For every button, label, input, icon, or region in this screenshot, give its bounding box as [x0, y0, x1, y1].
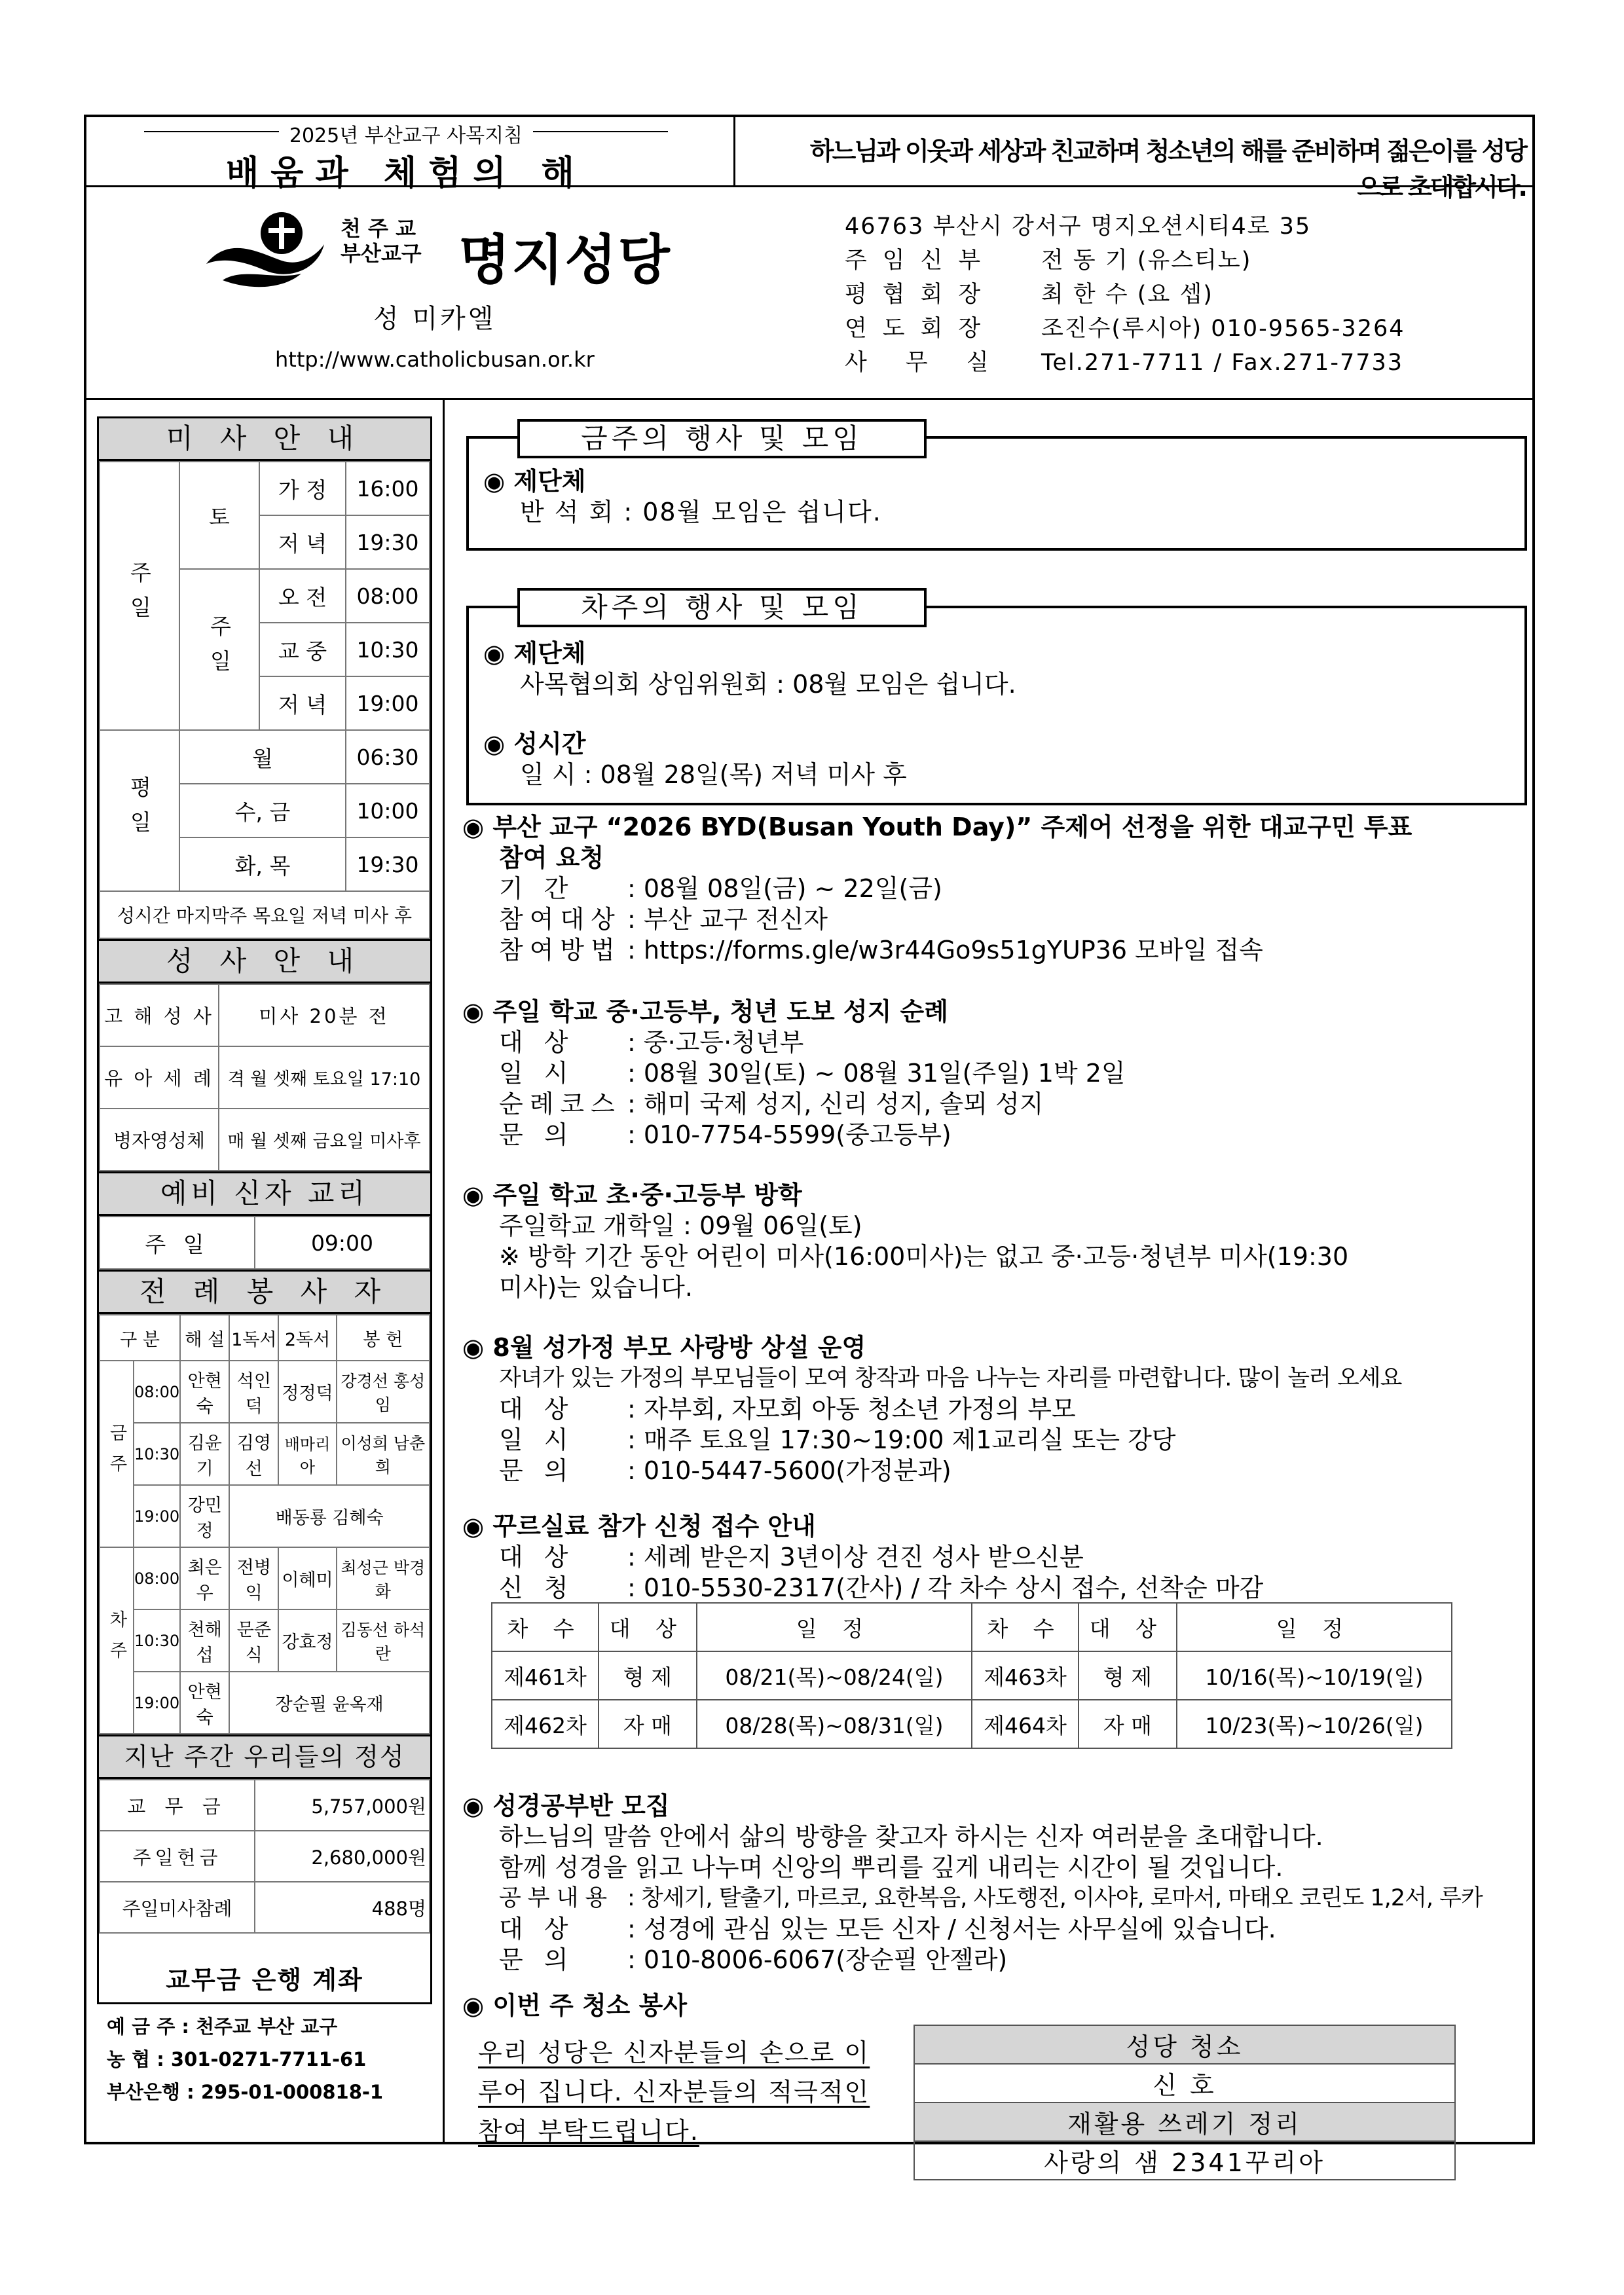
council-president: 평협회장 최 한 수 (요 셉)	[845, 282, 1213, 308]
servers-title: 전 례 봉 사 자	[99, 1270, 430, 1314]
address: 46763 부산시 강서구 명지오션시티4로 35	[845, 213, 1312, 240]
mass-table: 주일 토 가 정 16:00 저 녁 19:30 주일 오 전 08:00 교 중 10:30 저 녁 19:00 평일 월 06:30 수, 금 10:00 화, 목 19:30 성시간 마지막주 목요일 저녁 미사 후	[99, 461, 430, 939]
slogan: 하느님과 이웃과 세상과 친교하며 청소년의 해를 준비하며 젊은이를 성당으로 초대합시다.	[809, 137, 1526, 202]
notice-byd: ◉ 부산 교구 “2026 BYD(Busan Youth Day)” 주제어 선정을 위한 대교구민 투표 참여 요청 기 간 : 08월 08일(금) ~ 22일(금) 참여대상 : 부산 교구 전신자 참여방법 : https://forms.gle/w3r44Go9s51gYUP36 모바일 접속	[462, 813, 1412, 964]
notice-bible-study: ◉ 성경공부반 모집 하느님의 말씀 안에서 삶의 방향을 찾고자 하시는 신자 여러분을 초대합니다. 함께 성경을 읽고 나누며 신앙의 뿌리를 깊게 내리는 시간이 될 것입니다. 공부내용 : 창세기, 탈출기, 마르코, 요한복음, 사도행전, 이사야, 로마서, 마태오 코린도 1,2서, 루카 대 상 : 성경에 관심 있는 모든 신자 / 신청서는 사무실에 있습니다. 문 의 : 010-8006-6067(장순필 안젤라)	[462, 1791, 1483, 1974]
church-contact-info	[845, 210, 1405, 380]
saturday-label: 토	[179, 462, 259, 569]
holy-hour: ◉ 성시간 일 시 : 08월 28일(목) 저녁 미사 후	[483, 729, 907, 789]
body-divider	[84, 398, 1535, 400]
pastor: 주임신부 전 동 기 (유스티노)	[845, 248, 1252, 274]
notice-vacation: ◉ 주일 학교 초·중·고등부 방학 주일학교 개학일 : 09월 06일(토) ※ 방학 기간 동안 어린이 미사(16:00미사)는 없고 중·고등·청년부 미사(19:30 미사)는 있습니다.	[462, 1181, 1349, 1302]
next-week-group: ◉ 제단체 사목협의회 상임위원회 : 08월 모임은 쉽니다.	[483, 639, 1016, 699]
notice-cleaning: ◉ 이번 주 청소 봉사	[462, 1991, 688, 2020]
catechism-table: 주 일 09:00	[99, 1216, 430, 1270]
notice-pilgrimage: ◉ 주일 학교 중·고등부, 청년 도보 성지 순례 대 상 : 중·고등·청년부 일 시 : 08월 30일(토) ~ 08월 31일(주일) 1박 2일 순례코스 : 해미 국제 성지, 신리 성지, 솔뫼 성지 문 의 : 010-7754-5599(중고등부)	[462, 997, 1126, 1149]
sacraments-table: 고 해 성 사 미사 20분 전 유 아 세 례 격 월 셋째 토요일 17:10 병자영성체 매 월 셋째 금요일 미사후	[99, 983, 430, 1171]
year-motto: 배움과 체험의 해	[226, 154, 586, 193]
survey-link[interactable]: : https://forms.gle/w3r44Go9s51gYUP36 모바일 접속	[627, 936, 1263, 964]
servers-table: 구 분 해 설 1독서 2독서 봉 헌 금주 08:00 안현숙 석인덕 정정덕 강경선 홍성임 10:30 김윤기 김영선 배마리아 이성희 남춘희 19:00 강민정 배동룡 김혜숙 차주 08:00 최은우 전병익 이혜미 최성근 박경화 10:30 천해섭 문준식 강효정 김동선 하석란 19:00 안현숙 장순필 윤옥재	[99, 1314, 430, 1735]
cleaning-table: 성당 청소 신 호 재활용 쓰레기 정리 사랑의 샘 2341꾸리아	[913, 2025, 1456, 2180]
cleaning-message: 우리 성당은 신자분들의 손으로 이루어 집니다. 신자분들의 적극적인 참여 부탁드립니다.	[478, 2038, 870, 2146]
logo-diocese: 천 주 교 부산교구	[341, 216, 422, 266]
left-sidebar	[97, 416, 432, 2103]
offering-title: 지난 주간 우리들의 정성	[99, 1735, 430, 1779]
this-week-label: 금주	[100, 1361, 134, 1547]
table-row: 제462차 자 매 08/28(목)~08/31(일) 제464차 자 매 10/23(목)~10/26(일)	[492, 1700, 1452, 1748]
prayer-president: 연도회장 조진수(루시아) 010-9565-3264	[845, 316, 1405, 342]
church-logo-icon	[203, 208, 327, 293]
next-week-label: 차주	[100, 1547, 134, 1734]
cursillo-schedule-table: 차 수 대 상 일 정 차 수 대 상 일 정 제461차 형 제 08/21(목)~08/24(일) 제463차 형 제 10/16(목)~10/19(일) 제462차 자 매 08/28(목)~08/31(일) 제464차 자 매 10/23(목)~10/26(일)	[491, 1602, 1452, 1749]
website-link[interactable]: http://www.catholicbusan.or.kr	[275, 347, 595, 372]
notice-cursillo: ◉ 꾸르실료 참가 신청 접수 안내 대 상 : 세례 받은지 3년이상 견진 성사 받으신분 신 청 : 010-5530-2317(간사) / 각 차수 상시 접수, 선착순 마감	[462, 1512, 1264, 1602]
diocese-guideline: 2025년 부산교구 사목지침	[98, 119, 714, 148]
this-week-group: ◉ 제단체 반 석 회 : 08월 모임은 쉽니다.	[483, 467, 882, 526]
weekday-label: 평일	[100, 730, 179, 891]
column-split	[443, 398, 445, 2144]
offering-table: 교 무 금 5,757,000원 주일헌금 2,680,000원 주일미사참례 488명	[99, 1779, 430, 1934]
notice-parents: ◉ 8월 성가정 부모 사랑방 상설 운영 자녀가 있는 가정의 부모님들이 모여 창작과 마음 나누는 자리를 마련합니다. 많이 놀러 오세요 대 상 : 자부회, 자모회 아동 청소년 가정의 부모 일 시 : 매주 토요일 17:30~19:00 제1교리실 또는 강당 문 의 : 010-5447-5600(가정분과)	[462, 1333, 1402, 1485]
next-week-title: 차주의 행사 및 모임	[517, 588, 927, 627]
mass-title: 미 사 안 내	[99, 418, 430, 461]
office: 사 무 실 Tel.271-7711 / Fax.271-7733	[845, 350, 1404, 376]
bank-accounts: 예 금 주 : 천주교 부산 교구 농 협 : 301-0271-7711-61 부산은행 : 295-01-000818-1	[107, 2015, 384, 2103]
church-name: 명지성당	[458, 229, 671, 291]
table-row: 제461차 형 제 08/21(목)~08/24(일) 제463차 형 제 10/16(목)~10/19(일)	[492, 1651, 1452, 1700]
sunday-sub-label: 주일	[179, 569, 259, 730]
patron-saint: 성 미카엘	[373, 304, 496, 334]
header-split	[733, 115, 735, 187]
bank-title: 교무금 은행 계좌	[166, 1966, 363, 1994]
catechism-title: 예비 신자 교리	[99, 1171, 430, 1216]
holy-hour-note: 성시간 마지막주 목요일 저녁 미사 후	[100, 891, 430, 938]
sunday-label: 주일	[100, 462, 179, 730]
sacraments-title: 성 사 안 내	[99, 939, 430, 983]
this-week-title: 금주의 행사 및 모임	[517, 419, 927, 458]
